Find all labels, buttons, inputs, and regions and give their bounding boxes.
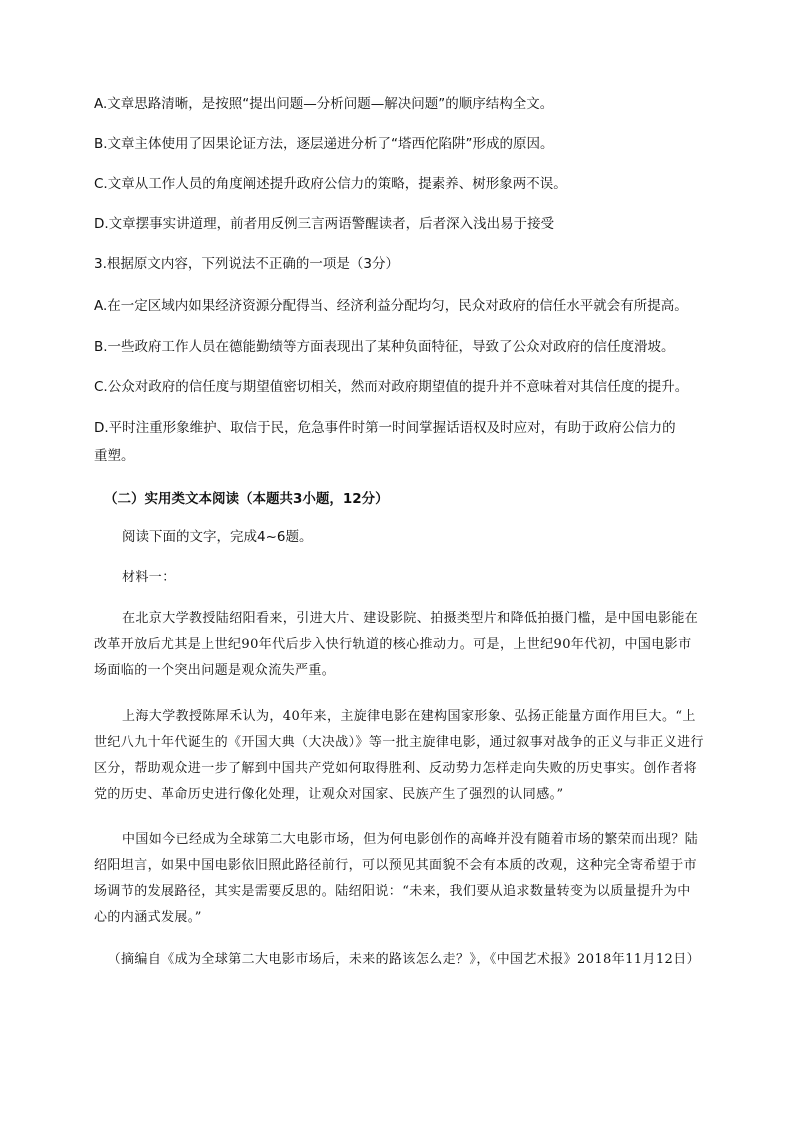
q2-option-a: A.文章思路清晰，是按照“提出问题—分析问题—解决问题”的顺序结构全文。 bbox=[94, 96, 554, 112]
q3-stem: 3.根据原文内容，下列说法不正确的一项是（3分） bbox=[94, 256, 399, 272]
q3-option-c: C.公众对政府的信任度与期望值密切相关，然而对政府期望值的提升并不意味着对其信任度的提升。 bbox=[94, 379, 689, 395]
q2-option-c: C.文章从工作人员的角度阐述提升政府公信力的策略，提素养、树形象两不误。 bbox=[94, 176, 567, 192]
instruction-text: 阅读下面的文字，完成4~6题。 bbox=[122, 529, 313, 545]
q3-option-d-line1: D.平时注重形象维护、取信于民，危急事件时第一时间掌握话语权及时应对，有助于政府公信力的 bbox=[94, 420, 676, 436]
material-paragraph-1: 在北京大学教授陆绍阳看来，引进大片、建设影院、拍摄类型片和降低拍摄门槛，是中国电影能在改革开放后尤其是上世纪90年代后步入快行轨道的核心推动力。可是，上世纪90年代初，中国电影市场面临的一个突出问题是观众流失严重。 bbox=[94, 611, 699, 678]
source-citation: （摘编自《成为全球第二大电影市场后，未来的路该怎么走？》，《中国艺术报》2018年11月12日） bbox=[107, 952, 700, 967]
section-heading: （二）实用类文本阅读（本题共3小题，12分） bbox=[104, 491, 389, 507]
material-paragraph-2: 上海大学教授陈犀禾认为，40年来，主旋律电影在建构国家形象、弘扬正能量方面作用巨大。“上世纪八九十年代诞生的《开国大典（大决战）》等一批主旋律电影，通过叙事对战争的正义与非正义进行区分，帮助观众进一步了解到中国共产党如何取得胜利、反动势力怎样走向失败的历史事实。创作者将党的历史、革命历史进行像化处理，让观众对国家、民族产生了强烈的认同感。” bbox=[94, 709, 704, 802]
q3-option-d-line2: 重塑。 bbox=[94, 448, 135, 464]
material-label: 材料一： bbox=[122, 570, 176, 585]
q3-option-b: B.一些政府工作人员在德能勤绩等方面表现出了某种负面特征，导致了公众对政府的信任度滑坡。 bbox=[94, 339, 675, 355]
q2-option-d: D.文章摆事实讲道理，前者用反例三言两语警醒读者，后者深入浅出易于接受 bbox=[94, 216, 555, 232]
q3-option-a: A.在一定区域内如果经济资源分配得当、经济利益分配均匀，民众对政府的信任水平就会有所提高。 bbox=[94, 298, 688, 314]
q2-option-b: B.文章主体使用了因果论证方法，逐层递进分析了“塔西佗陷阱”形成的原因。 bbox=[94, 136, 554, 152]
material-paragraph-3: 中国如今已经成为全球第二大电影市场，但为何电影创作的高峰并没有随着市场的繁荣而出现？陆绍阳坦言，如果中国电影依旧照此路径前行，可以预见其面貌不会有本质的改观，这种完全寄希望于市场调节的发展路径，其实是需要反思的。陆绍阳说：“未来，我们要从追求数量转变为以质量提升为中心的内涵式发展。” bbox=[94, 832, 699, 925]
